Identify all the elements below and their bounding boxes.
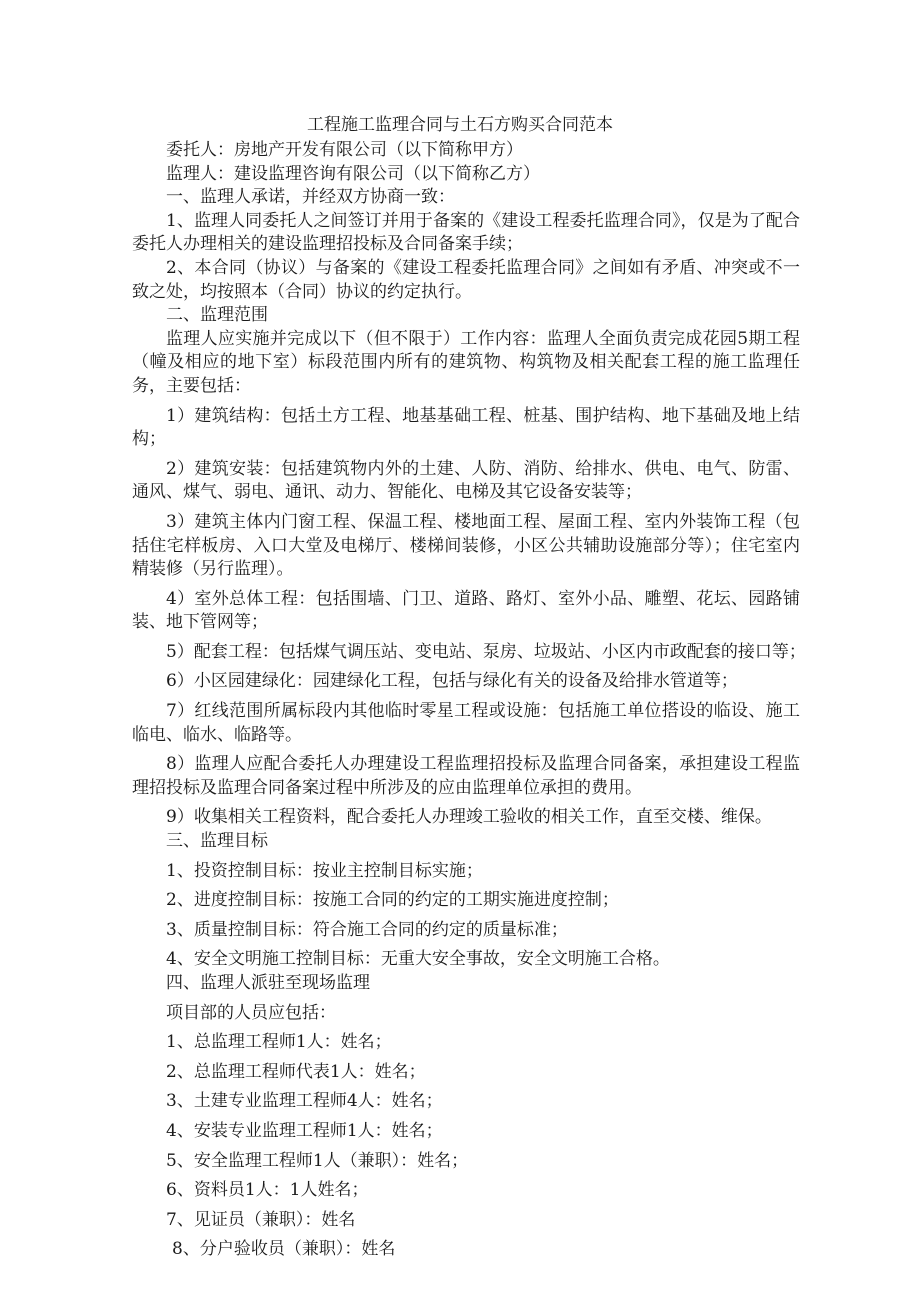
target-item-3: 3、质量控制目标：符合施工合同的约定的质量标准； bbox=[166, 919, 568, 940]
clause-1-2: 2、本合同（协议）与备案的《建设工程委托监理合同》之间如有矛盾、冲突或不一致之处，均按照本（合同）协议的约定执行。 bbox=[132, 257, 800, 302]
paragraph-supervisor: 监理人：建设监理咨询有限公司（以下简称乙方） bbox=[166, 163, 540, 184]
target-item-1: 1、投资控制目标：按业主控制目标实施； bbox=[166, 860, 483, 881]
scope-item-9: 9）收集相关工程资料，配合委托人办理竣工验收的相关工作，直至交楼、维保。 bbox=[166, 807, 772, 828]
section-heading-4: 四、监理人派驻至现场监理 bbox=[166, 973, 370, 993]
document-body bbox=[132, 139, 806, 1262]
scope-item-7: 7）红线范围所属标段内其他临时零星工程或设施：包括施工单位搭设的临设、施工临电、临水、临路等。 bbox=[132, 701, 800, 745]
staff-item-8: 8、分户验收员（兼职）：姓名 bbox=[172, 1239, 396, 1260]
scope-item-6: 6）小区园建绿化：园建绿化工程，包括与绿化有关的设备及给排水管道等； bbox=[166, 671, 738, 692]
staff-item-7: 7、见证员（兼职）：姓名 bbox=[166, 1209, 356, 1230]
staff-item-5: 5、安全监理工程师1人（兼职）：姓名； bbox=[166, 1150, 469, 1171]
paragraph-client: 委托人：房地产开发有限公司（以下简称甲方） bbox=[166, 140, 523, 160]
staff-intro: 项目部的人员应包括： bbox=[166, 1002, 336, 1023]
section-heading-1: 一、监理人承诺，并经双方协商一致： bbox=[166, 187, 455, 208]
scope-item-3: 3）建筑主体内门窗工程、保温工程、楼地面工程、屋面工程、室内外装饰工程（包括住宅样板房、入口大堂及电梯厅、楼梯间装修，小区公共辅助设施部分等）；住宅室内精装修（另行监理）。 bbox=[132, 511, 800, 580]
section-heading-3: 三、监理目标 bbox=[166, 831, 268, 852]
scope-intro: 监理人应实施并完成以下（但不限于）工作内容：监理人全面负责完成花园5期工程（幢及相应的地下室）标段范围内所有的建筑物、构筑物及相关配套工程的施工监理任务，主要包括： bbox=[132, 328, 800, 396]
staff-item-6: 6、资料员1人：1人姓名； bbox=[166, 1180, 369, 1201]
scope-item-2: 2）建筑安装：包括建筑物内外的土建、人防、消防、给排水、供电、电气、防雷、通风、煤气、弱电、通讯、动力、智能化、电梯及其它设备安装等； bbox=[132, 458, 800, 503]
clause-1-1: 1、监理人同委托人之间签订并用于备案的《建设工程委托监理合同》，仅是为了配合委托人办理相关的建设监理招投标及合同备案手续； bbox=[132, 210, 800, 255]
scope-item-1: 1）建筑结构：包括土方工程、地基基础工程、桩基、围护结构、地下基础及地上结构； bbox=[132, 405, 800, 450]
scope-item-4: 4）室外总体工程：包括围墙、门卫、道路、路灯、室外小品、雕塑、花坛、园路铺装、地下管网等； bbox=[132, 588, 800, 633]
staff-item-2: 2、总监理工程师代表1人：姓名； bbox=[166, 1061, 426, 1082]
target-item-4: 4、安全文明施工控制目标：无重大安全事故，安全文明施工合格。 bbox=[166, 949, 670, 970]
staff-item-3: 3、土建专业监理工程师4人：姓名； bbox=[166, 1091, 443, 1112]
target-item-2: 2、进度控制目标：按施工合同的约定的工期实施进度控制； bbox=[166, 890, 619, 911]
scope-item-8: 8）监理人应配合委托人办理建设工程监理招投标及监理合同备案，承担建设工程监理招投标及监理合同备案过程中所涉及的应由监理单位承担的费用。 bbox=[132, 754, 800, 798]
document-title: 工程施工监理合同与土石方购买合同范本 bbox=[307, 115, 613, 135]
staff-item-1: 1、总监理工程师1人：姓名； bbox=[166, 1032, 392, 1053]
staff-item-4: 4、安装专业监理工程师1人：姓名； bbox=[166, 1120, 443, 1141]
section-heading-2: 二、监理范围 bbox=[166, 305, 268, 326]
scope-item-5: 5）配套工程：包括煤气调压站、变电站、泵房、垃圾站、小区内市政配套的接口等； bbox=[166, 641, 806, 662]
